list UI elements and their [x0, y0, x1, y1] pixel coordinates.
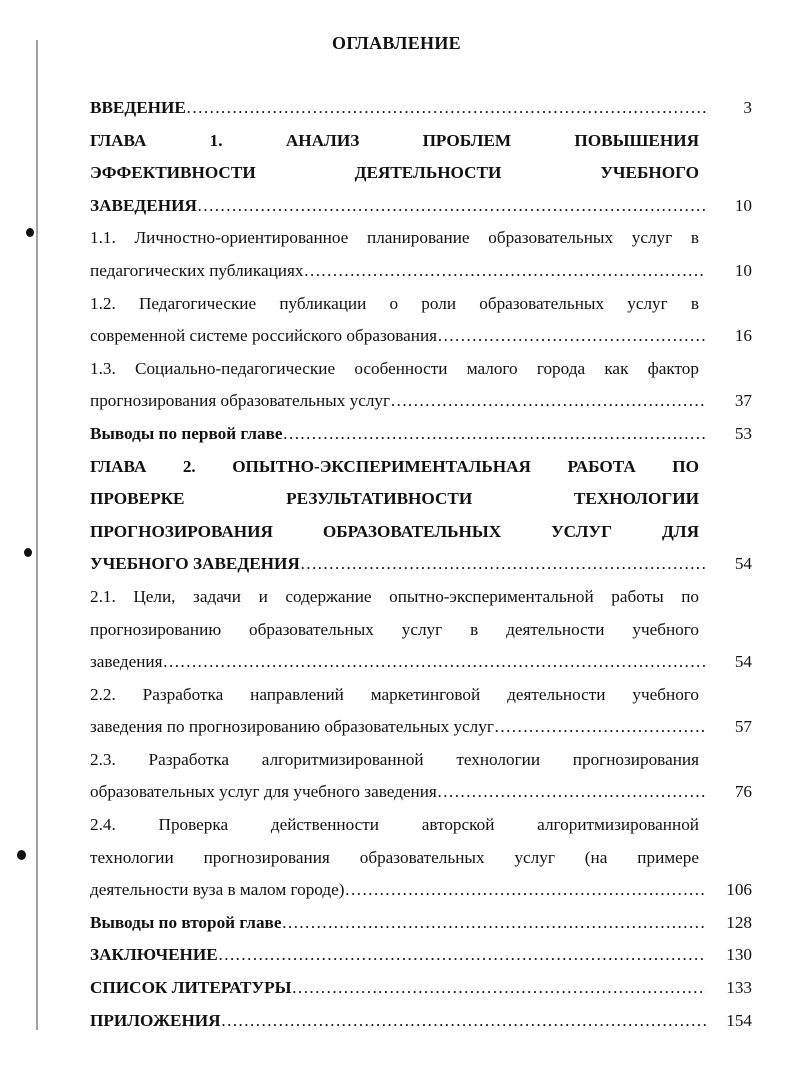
toc-entry-line — [90, 1005, 752, 1038]
toc-entry-line: 1.3. Социально-педагогические особенности малого города как фактор — [90, 358, 699, 378]
toc-leader-dots — [303, 255, 706, 288]
toc-entry-line: 1.2. Педагогические публикации о роли образовательных услуг в — [90, 293, 699, 313]
toc-page-number: 16 — [734, 326, 752, 346]
toc-entry-line — [90, 385, 752, 418]
toc-entry-line: 2.3. Разработка алгоритмизированной технологии прогнозирования — [90, 749, 699, 769]
toc-page-number: 154 — [726, 1010, 752, 1030]
toc-entry-line — [90, 548, 752, 581]
toc-entry-line — [90, 776, 752, 809]
toc-entry-text: прогнозирования образовательных услуг — [90, 391, 391, 411]
toc-leader-dots — [281, 907, 706, 940]
toc-entry-text: ЗАКЛЮЧЕНИЕ — [90, 945, 218, 965]
toc-entry-line — [90, 972, 752, 1005]
toc-leader-dots — [186, 92, 706, 125]
toc-entry-line — [90, 418, 752, 451]
toc-entry-line — [90, 711, 752, 744]
toc-entry-line: ГЛАВА 1. АНАЛИЗ ПРОБЛЕМ ПОВЫШЕНИЯ — [90, 130, 699, 150]
toc-page-number: 37 — [734, 391, 752, 411]
toc-entry-text: образовательных услуг для учебного заведения — [90, 782, 437, 802]
toc-entry-line: прогнозированию образовательных услуг в деятельности учебного — [90, 619, 699, 639]
toc-entry-line — [90, 939, 752, 972]
toc-leader-dots — [345, 874, 707, 907]
toc-page-number: 76 — [734, 782, 752, 802]
toc-entry-text: ПРИЛОЖЕНИЯ — [90, 1010, 221, 1030]
toc-page-number: 57 — [734, 717, 752, 737]
toc-entry-text: Выводы по первой главе — [90, 423, 283, 443]
toc-page-number: 3 — [743, 98, 752, 117]
scan-speck — [24, 548, 32, 557]
toc-page-number: 10 — [734, 260, 752, 280]
scan-edge-line — [36, 40, 38, 1030]
toc-entry-text: деятельности вуза в малом городе) — [90, 880, 345, 900]
toc-leader-dots — [300, 548, 706, 581]
table-of-contents — [90, 92, 752, 1037]
toc-leader-dots — [437, 320, 706, 353]
toc-entry-line — [90, 320, 752, 353]
toc-entry-text: педагогических публикациях — [90, 260, 304, 280]
toc-entry-line — [90, 190, 752, 223]
toc-page-number: 54 — [734, 652, 752, 672]
toc-leader-dots — [197, 190, 706, 223]
scan-speck — [26, 228, 34, 237]
toc-entry-text: ВВЕДЕНИЕ — [90, 98, 186, 117]
toc-entry-line: ГЛАВА 2. ОПЫТНО-ЭКСПЕРИМЕНТАЛЬНАЯ РАБОТА ПО — [90, 456, 699, 476]
toc-entry-line: технологии прогнозирования образовательных услуг (на примере — [90, 847, 699, 867]
toc-page-number: 106 — [726, 880, 752, 900]
toc-page-number: 10 — [734, 195, 752, 215]
toc-entry-text: СПИСОК ЛИТЕРАТУРЫ — [90, 978, 292, 998]
toc-page-number: 133 — [726, 978, 752, 998]
toc-leader-dots — [282, 418, 706, 451]
toc-entry-line — [90, 874, 752, 907]
toc-entry-line: 2.2. Разработка направлений маркетинговой деятельности учебного — [90, 684, 699, 704]
toc-leader-dots — [291, 972, 706, 1005]
toc-page-number: 53 — [734, 423, 752, 443]
toc-entry-line — [90, 646, 752, 679]
toc-leader-dots — [221, 1005, 706, 1038]
toc-leader-dots — [163, 646, 706, 679]
toc-leader-dots — [437, 776, 706, 809]
toc-entry-text: современной системе российского образования — [90, 326, 438, 346]
toc-entry-text: УЧЕБНОГО ЗАВЕДЕНИЯ — [90, 554, 300, 574]
toc-entry-line: 2.4. Проверка действенности авторской алгоритмизированной — [90, 815, 699, 835]
toc-entry-line — [90, 255, 752, 288]
toc-leader-dots — [218, 939, 706, 972]
toc-entry-line — [90, 907, 752, 940]
toc-entry-line: ПРОГНОЗИРОВАНИЯ ОБРАЗОВАТЕЛЬНЫХ УСЛУГ ДЛЯ — [90, 521, 699, 541]
toc-entry-line: ЭФФЕКТИВНОСТИ ДЕЯТЕЛЬНОСТИ УЧЕБНОГО — [90, 163, 699, 183]
toc-entry-line: 2.1. Цели, задачи и содержание опытно-экспериментальной работы по — [90, 586, 699, 606]
toc-page-number: 130 — [726, 945, 752, 965]
toc-entry-text: заведения — [90, 652, 163, 672]
toc-entry-line: ПРОВЕРКЕ РЕЗУЛЬТАТИВНОСТИ ТЕХНОЛОГИИ — [90, 489, 699, 509]
toc-entry-text: заведения по прогнозированию образовательных услуг — [90, 717, 494, 737]
toc-page-number: 128 — [726, 912, 752, 932]
toc-entry-line: 1.1. Личностно-ориентированное планирование образовательных услуг в — [90, 228, 699, 248]
toc-page-number: 54 — [734, 554, 752, 574]
page-title: ОГЛАВЛЕНИЕ — [332, 33, 461, 53]
toc-leader-dots — [390, 385, 706, 418]
toc-entry-text: Выводы по второй главе — [90, 912, 282, 932]
toc-leader-dots — [494, 711, 706, 744]
toc-entry-line — [90, 92, 752, 125]
toc-entry-text: ЗАВЕДЕНИЯ — [90, 195, 197, 215]
scan-speck — [17, 850, 26, 860]
